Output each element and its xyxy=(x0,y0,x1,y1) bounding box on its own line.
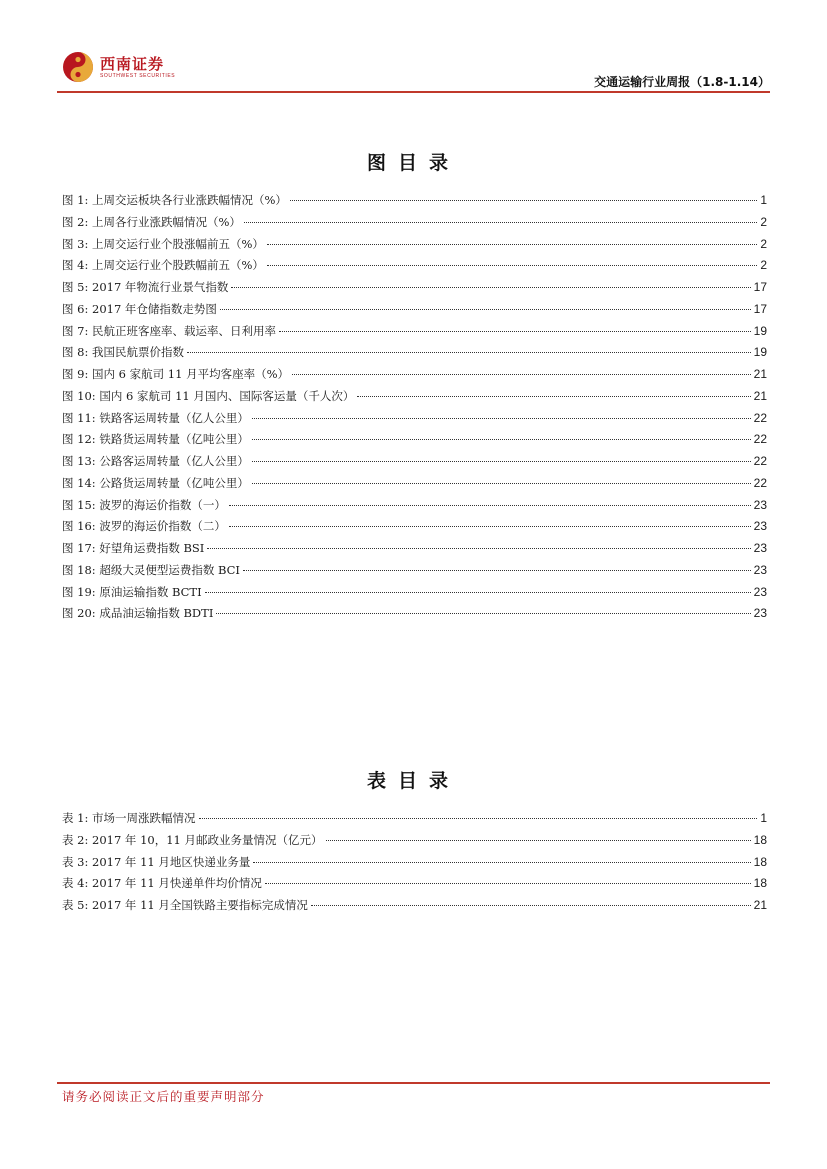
figure-entry[interactable] xyxy=(62,344,767,366)
table-entry-label: 表 3: 2017 年 11 月地区快递业务量 xyxy=(62,854,251,869)
figure-entry[interactable] xyxy=(62,584,767,606)
figure-entry-label: 图 11: 铁路客运周转量（亿人公里） xyxy=(62,410,249,425)
table-entry[interactable] xyxy=(62,832,767,854)
figure-entry[interactable] xyxy=(62,279,767,301)
dot-leader xyxy=(265,883,751,884)
table-entry-page: 18 xyxy=(753,854,767,869)
dot-leader xyxy=(252,418,751,419)
tables-toc xyxy=(62,810,767,919)
figure-entry[interactable] xyxy=(62,518,767,540)
figure-entry-page: 19 xyxy=(753,323,767,338)
dot-leader xyxy=(253,862,750,863)
figure-entry-page: 22 xyxy=(753,454,767,468)
dot-leader xyxy=(252,461,751,462)
figure-entry-page: 22 xyxy=(753,475,767,490)
company-logo xyxy=(62,49,175,85)
figure-entry-label: 图 17: 好望角运费指数 BSI xyxy=(62,541,205,555)
table-entry-page: 1 xyxy=(760,811,767,825)
figure-entry-label: 图 6: 2017 年仓储指数走势图 xyxy=(62,301,217,316)
dot-leader xyxy=(311,905,751,906)
dot-leader xyxy=(187,352,751,353)
tables-section-title: 表目录 xyxy=(366,770,460,792)
dot-leader xyxy=(292,374,751,375)
dot-leader xyxy=(243,570,751,571)
dot-leader xyxy=(279,331,751,332)
table-entry-label: 表 5: 2017 年 11 月全国铁路主要指标完成情况 xyxy=(62,898,308,912)
dot-leader xyxy=(231,287,750,288)
dot-leader xyxy=(205,592,751,593)
figures-toc xyxy=(62,192,767,627)
figure-entry-page: 2 xyxy=(760,258,767,273)
figure-entry-page: 23 xyxy=(753,606,767,621)
dot-leader xyxy=(229,526,751,527)
figure-entry-page: 21 xyxy=(753,388,767,403)
figure-entry-label: 图 4: 上周交运行业个股跌幅前五（%） xyxy=(62,258,264,273)
figure-entry-label: 图 5: 2017 年物流行业景气指数 xyxy=(62,280,229,294)
figure-entry-label: 图 20: 成品油运输指数 BDTI xyxy=(62,606,214,621)
figure-entry-label: 图 12: 铁路货运周转量（亿吨公里） xyxy=(62,432,249,447)
table-entry[interactable] xyxy=(62,810,767,832)
dot-leader xyxy=(216,613,750,614)
dot-leader xyxy=(207,548,750,549)
figure-entry-label: 图 9: 国内 6 家航司 11 月平均客座率（%） xyxy=(62,367,289,381)
dot-leader xyxy=(357,396,750,397)
figure-entry[interactable] xyxy=(62,192,767,214)
footer-divider xyxy=(57,1082,770,1084)
dot-leader xyxy=(220,309,751,310)
figure-entry-label: 图 16: 波罗的海运价指数（二） xyxy=(62,519,226,534)
logo-name-cn: 西南证券 xyxy=(100,54,165,73)
dot-leader xyxy=(290,200,757,201)
figure-entry-page: 19 xyxy=(753,345,767,360)
figure-entry-page: 23 xyxy=(753,584,767,599)
table-entry-page: 18 xyxy=(753,876,767,891)
figure-entry[interactable] xyxy=(62,301,767,323)
dot-leader xyxy=(252,483,751,484)
figure-entry-label: 图 2: 上周各行业涨跌幅情况（%） xyxy=(62,214,241,229)
figure-entry-page: 23 xyxy=(753,562,767,577)
logo-name-en: SOUTHWEST SECURITIES xyxy=(100,72,176,79)
figure-entry[interactable] xyxy=(62,214,767,236)
figure-entry-page: 17 xyxy=(753,301,767,316)
figure-entry[interactable] xyxy=(62,410,767,432)
figure-entry[interactable] xyxy=(62,366,767,388)
figure-entry-page: 1 xyxy=(760,193,767,207)
figure-entry-label: 图 8: 我国民航票价指数 xyxy=(62,345,185,360)
figure-entry-page: 2 xyxy=(760,236,767,251)
table-entry-page: 21 xyxy=(753,898,767,912)
figure-entry-page: 22 xyxy=(753,410,767,425)
dot-leader xyxy=(244,222,757,223)
figure-entry-page: 21 xyxy=(753,367,767,381)
figures-section-title: 图目录 xyxy=(366,152,460,174)
figure-entry-label: 图 7: 民航正班客座率、载运率、日利用率 xyxy=(62,323,277,338)
logo-mark-icon xyxy=(62,51,94,83)
figure-entry-label: 图 15: 波罗的海运价指数（一） xyxy=(62,497,226,512)
figure-entry-page: 23 xyxy=(753,541,767,555)
dot-leader xyxy=(229,505,751,506)
dot-leader xyxy=(267,265,757,266)
dot-leader xyxy=(199,818,758,819)
figure-entry[interactable] xyxy=(62,605,767,627)
table-entry-label: 表 1: 市场一周涨跌幅情况 xyxy=(62,811,196,825)
figure-entry-page: 22 xyxy=(753,432,767,447)
figure-entry[interactable] xyxy=(62,475,767,497)
figure-entry[interactable] xyxy=(62,323,767,345)
table-entry-label: 表 2: 2017 年 10，11 月邮政业务量情况（亿元） xyxy=(62,832,323,847)
figure-entry-label: 图 14: 公路货运周转量（亿吨公里） xyxy=(62,475,249,490)
report-title: 交通运输行业周报（1.8-1.14） xyxy=(594,75,770,89)
dot-leader xyxy=(252,439,751,440)
figure-entry-page: 17 xyxy=(753,280,767,294)
figure-entry-label: 图 19: 原油运输指数 BCTI xyxy=(62,584,202,599)
figure-entry[interactable] xyxy=(62,236,767,258)
figure-entry-label: 图 13: 公路客运周转量（亿人公里） xyxy=(62,454,249,468)
table-entry-label: 表 4: 2017 年 11 月快递单件均价情况 xyxy=(62,876,262,891)
header-divider xyxy=(57,91,770,93)
footer-disclaimer: 请务必阅读正文后的重要声明部分 xyxy=(62,1089,265,1104)
table-entry[interactable] xyxy=(62,854,767,876)
dot-leader xyxy=(267,244,757,245)
figure-entry[interactable] xyxy=(62,388,767,410)
figure-entry[interactable] xyxy=(62,431,767,453)
figure-entry-page: 23 xyxy=(753,519,767,534)
figure-entry[interactable] xyxy=(62,453,767,475)
table-entry-page: 18 xyxy=(753,832,767,847)
figure-entry[interactable] xyxy=(62,540,767,562)
dot-leader xyxy=(326,840,751,841)
figure-entry-page: 23 xyxy=(753,497,767,512)
table-entry[interactable] xyxy=(62,875,767,897)
figure-entry-label: 图 1: 上周交运板块各行业涨跌幅情况（%） xyxy=(62,193,287,207)
figure-entry[interactable] xyxy=(62,257,767,279)
figure-entry-page: 2 xyxy=(760,214,767,229)
figure-entry-label: 图 10: 国内 6 家航司 11 月国内、国际客运量（千人次） xyxy=(62,388,355,403)
figure-entry-label: 图 18: 超级大灵便型运费指数 BCI xyxy=(62,562,240,577)
logo-wordmark xyxy=(100,55,175,80)
figure-entry[interactable] xyxy=(62,497,767,519)
figure-entry-label: 图 3: 上周交运行业个股涨幅前五（%） xyxy=(62,236,264,251)
table-entry[interactable] xyxy=(62,897,767,919)
figure-entry[interactable] xyxy=(62,562,767,584)
